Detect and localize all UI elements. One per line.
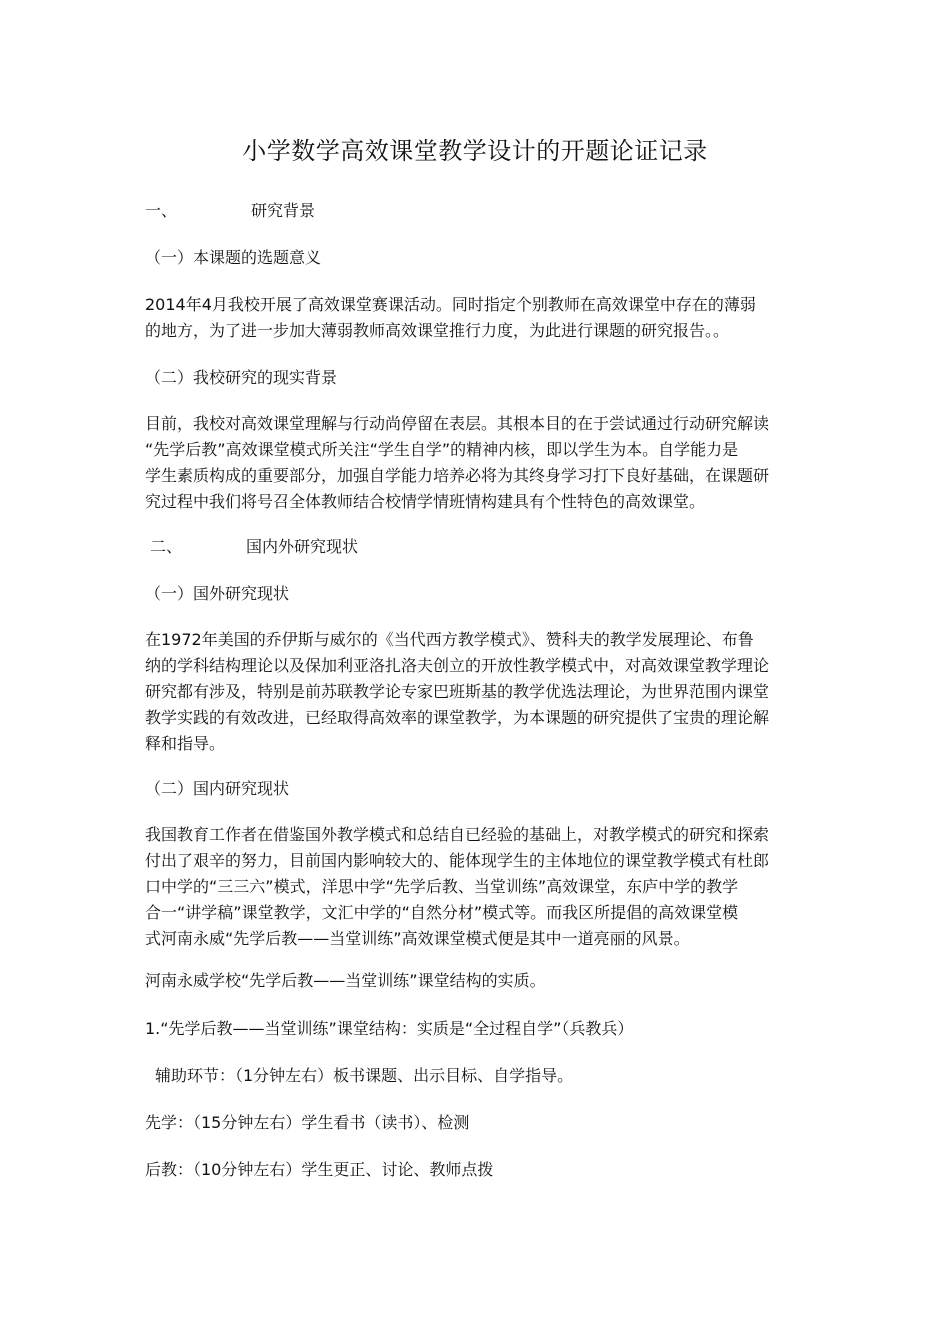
paragraph-line: 释和指导。: [145, 734, 226, 753]
paragraph-line: 合一“讲学稿”课堂教学，文汇中学的“自然分材”模式等。而我区所提倡的高效课堂模: [145, 903, 739, 922]
paragraph-practical-background: [145, 411, 805, 515]
paragraph-line: 口中学的“三三六”模式，洋思中学“先学后教、当堂训练”高效课堂，东庐中学的教学: [145, 877, 739, 896]
subsection-heading-2-2: （二）国内研究现状: [145, 779, 290, 798]
paragraph-line: 教学实践的有效改进，已经取得高效率的课堂教学，为本课题的研究提供了宝贵的理论解: [145, 708, 770, 727]
paragraph-teach-after: 后教：（10分钟左右）学生更正、讨论、教师点拨: [145, 1160, 494, 1179]
section-heading-2: [150, 534, 810, 560]
subsection-heading-1-2: （二）我校研究的现实背景: [145, 368, 338, 387]
paragraph-line: 2014年4月我校开展了高效课堂赛课活动。同时指定个别教师在高效课堂中存在的薄弱: [145, 295, 756, 314]
paragraph-line: 学生素质构成的重要部分，加强自学能力培养必将为其终身学习打下良好基础，在课题研: [145, 466, 770, 485]
paragraph-yongwei-essence: 河南永威学校“先学后教——当堂训练”课堂结构的实质。: [145, 971, 546, 990]
paragraph-line: 究过程中我们将号召全体教师结合校情学情班情构建具有个性特色的高效课堂。: [145, 492, 706, 511]
paragraph-line: 式河南永威“先学后教——当堂训练”高效课堂模式便是其中一道亮丽的风景。: [145, 929, 690, 948]
paragraph-learn-first: 先学：（15分钟左右）学生看书（读书）、检测: [145, 1113, 470, 1132]
paragraph-line: “先学后教”高效课堂模式所关注“学生自学”的精神内核，即以学生为本。自学能力是: [145, 440, 739, 459]
paragraph-auxiliary-step: 辅助环节：（1分钟左右）板书课题、出示目标、自学指导。: [155, 1066, 574, 1085]
paragraph-line: 付出了艰辛的努力，目前国内影响较大的、能体现学生的主体地位的课堂教学模式有杜郎: [145, 851, 770, 870]
paragraph-selection-significance: [145, 292, 805, 344]
section-number-1: 一、: [145, 201, 178, 220]
subsection-heading-1-1: （一）本课题的选题意义: [145, 248, 322, 267]
section-title-2: 国内外研究现状: [246, 537, 359, 556]
section-title-1: 研究背景: [251, 201, 316, 220]
paragraph-line: 在1972年美国的乔伊斯与威尔的《当代西方教学模式》、赞科夫的教学发展理论、布鲁: [145, 630, 754, 649]
section-heading-1: [145, 198, 805, 224]
paragraph-line: 的地方，为了进一步加大薄弱教师高效课堂推行力度，为此进行课题的研究报告。。: [145, 321, 730, 340]
paragraph-domestic-research: [145, 822, 805, 952]
paragraph-foreign-research: [145, 627, 805, 757]
paragraph-line: 纳的学科结构理论以及保加利亚洛扎洛夫创立的开放性教学模式中，对高效课堂教学理论: [145, 656, 770, 675]
paragraph-class-structure: 1.“先学后教——当堂训练”课堂结构：实质是“全过程自学”（兵教兵）: [145, 1019, 634, 1038]
document-title: 小学数学高效课堂教学设计的开题论证记录: [242, 137, 708, 165]
paragraph-line: 我国教育工作者在借鉴国外教学模式和总结自已经验的基础上，对教学模式的研究和探索: [145, 825, 770, 844]
subsection-heading-2-1: （一）国外研究现状: [145, 584, 290, 603]
paragraph-line: 目前，我校对高效课堂理解与行动尚停留在表层。其根本目的在于尝试通过行动研究解读: [145, 414, 770, 433]
section-number-2: 二、: [150, 537, 183, 556]
paragraph-line: 研究都有涉及，特别是前苏联教学论专家巴班斯基的教学优选法理论，为世界范围内课堂: [145, 682, 770, 701]
